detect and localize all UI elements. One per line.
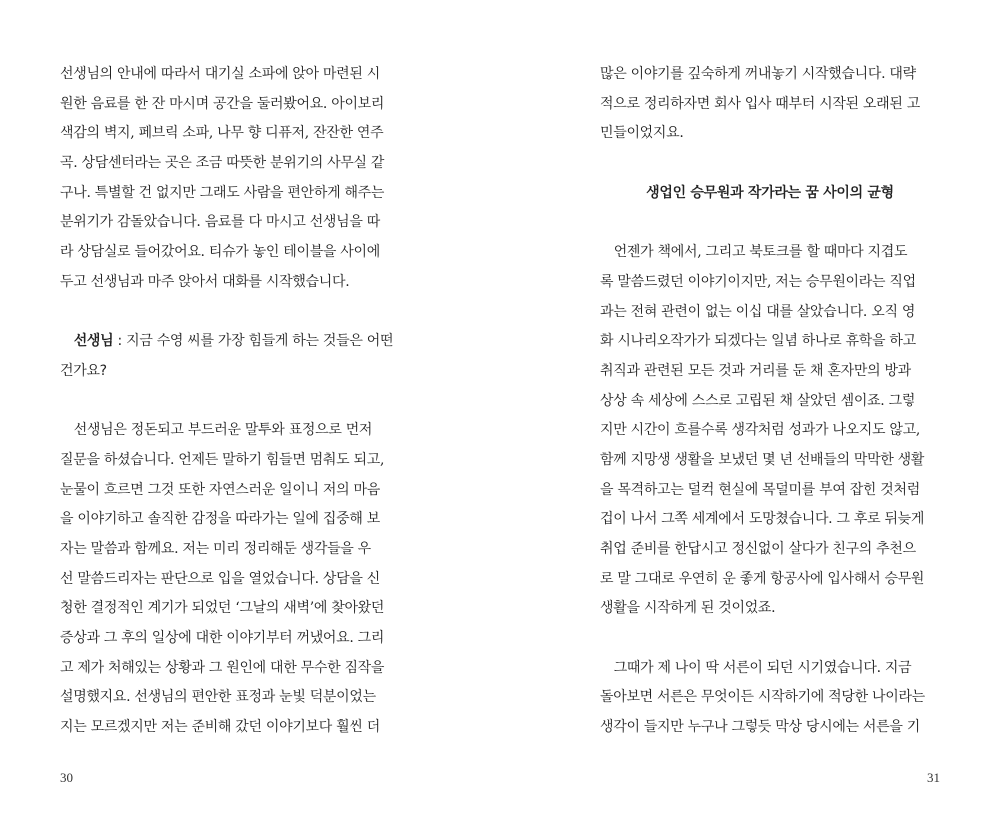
text-line: 취직과 관련된 모든 것과 거리를 둔 채 혼자만의 방과 bbox=[600, 362, 911, 379]
text-line: 돌아보면 서른은 무엇이든 시작하기에 적당한 나이라는 bbox=[600, 689, 925, 706]
text-line: 생활을 시작하게 된 것이었죠. bbox=[600, 600, 776, 617]
text-line: 을 목격하고는 덜컥 현실에 목덜미를 부여 잡힌 것처럼 bbox=[600, 481, 920, 498]
text-line: 청한 결정적인 계기가 되었던 ‘그날의 새벽’에 찾아왔던 bbox=[60, 600, 385, 617]
text-line: 질문을 하셨습니다. 언제든 말하기 힘들면 멈춰도 되고, bbox=[60, 451, 385, 468]
speaker-label: 선생님 bbox=[73, 333, 114, 350]
text-line: 많은 이야기를 깊숙하게 꺼내놓기 시작했습니다. 대략 bbox=[600, 66, 916, 82]
text-line: 적으로 정리하자면 회사 입사 때부터 시작된 오래된 고 bbox=[600, 95, 920, 112]
text-line: 선생님의 안내에 따라서 대기실 소파에 앉아 마련된 시 bbox=[60, 66, 380, 82]
text-line: 생각이 들지만 누구나 그렇듯 막상 당시에는 서른을 기 bbox=[600, 719, 920, 736]
text-line: 그때가 제 나이 딱 서른이 되던 시기였습니다. 지금 bbox=[600, 659, 912, 676]
text-line: 언젠가 책에서, 그리고 북토크를 할 때마다 지겹도 bbox=[600, 244, 908, 261]
text-line: 록 말씀드렸던 이야기이지만, 저는 승무원이라는 직업 bbox=[600, 273, 916, 290]
paragraph-gap bbox=[600, 208, 940, 238]
text-line: 곡. 상담센터라는 곳은 조금 따뜻한 분위기의 사무실 같 bbox=[60, 155, 385, 172]
dialogue-line bbox=[60, 327, 400, 357]
text-line: 눈물이 흐르면 그것 또한 자연스러운 일이니 저의 마음 bbox=[60, 481, 380, 498]
text-line: 구나. 특별할 건 없지만 그래도 사람을 편안하게 해주는 bbox=[60, 184, 385, 201]
page-number: 30 bbox=[60, 770, 73, 785]
dialogue-text: : 지금 수영 씨를 가장 힘들게 하는 것들은 어떤 bbox=[113, 333, 394, 350]
text-line: 화 시나리오작가가 되겠다는 일념 하나로 휴학을 하고 bbox=[600, 333, 916, 350]
text-line: 을 이야기하고 솔직한 감정을 따라가는 일에 집중해 보 bbox=[60, 511, 380, 528]
text-line: 증상과 그 후의 일상에 대한 이야기부터 꺼냈어요. 그리 bbox=[60, 630, 385, 647]
text-line: 과는 전혀 관련이 없는 이십 대를 살았습니다. 오직 영 bbox=[600, 303, 916, 320]
text-line: 상상 속 세상에 스스로 고립된 채 살았던 셈이죠. 그렇 bbox=[600, 392, 916, 409]
page-number: 31 bbox=[927, 770, 940, 785]
text-line: 민들이었지요. bbox=[600, 125, 684, 142]
text-line: 자는 말씀과 함께요. 저는 미리 정리해둔 생각들을 우 bbox=[60, 541, 371, 557]
paragraph-gap bbox=[600, 149, 940, 179]
text-line: 함께 지망생 생활을 보냈던 몇 년 선배들의 막막한 생활 bbox=[600, 451, 925, 468]
paragraph-gap bbox=[60, 298, 400, 328]
text-line: 지는 모르겠지만 저는 준비해 갔던 이야기보다 훨씬 더 bbox=[60, 719, 380, 736]
section-heading: 생업인 승무원과 작가라는 꿈 사이의 균형 bbox=[646, 184, 894, 201]
text-line: 라 상담실로 들어갔어요. 티슈가 놓인 테이블을 사이에 bbox=[60, 244, 380, 261]
text-line: 로 말 그대로 우연히 운 좋게 항공사에 입사해서 승무원 bbox=[600, 570, 925, 587]
text-line: 원한 음료를 한 잔 마시며 공간을 둘러봤어요. 아이보리 bbox=[60, 95, 385, 112]
text-line: 분위기가 감돌았습니다. 음료를 다 마시고 선생님을 따 bbox=[60, 214, 380, 231]
right-page-text bbox=[600, 60, 940, 743]
paragraph-gap bbox=[60, 387, 400, 417]
text-line: 색감의 벽지, 페브릭 소파, 나무 향 디퓨저, 잔잔한 연주 bbox=[60, 125, 384, 142]
text-line: 겁이 나서 그쪽 세계에서 도망쳤습니다. 그 후로 뒤늦게 bbox=[600, 511, 925, 528]
right-page bbox=[500, 0, 1000, 831]
dialogue-line: 건가요? bbox=[60, 362, 107, 379]
text-line: 고 제가 처해있는 상황과 그 원인에 대한 무수한 짐작을 bbox=[60, 659, 385, 676]
text-line: 선생님은 정돈되고 부드러운 말투와 표정으로 먼저 bbox=[60, 422, 373, 439]
left-page-text bbox=[60, 60, 400, 743]
text-line: 취업 준비를 한답시고 정신없이 살다가 친구의 추천으 bbox=[600, 541, 916, 557]
text-line: 두고 선생님과 마주 앉아서 대화를 시작했습니다. bbox=[60, 273, 350, 290]
paragraph-gap bbox=[600, 624, 940, 654]
text-line: 선 말씀드리자는 판단으로 입을 열었습니다. 상담을 신 bbox=[60, 570, 380, 587]
text-line: 설명했지요. 선생님의 편안한 표정과 눈빛 덕분이었는 bbox=[60, 689, 376, 706]
text-line: 지만 시간이 흐를수록 생각처럼 성과가 나오지도 않고, bbox=[600, 422, 920, 439]
